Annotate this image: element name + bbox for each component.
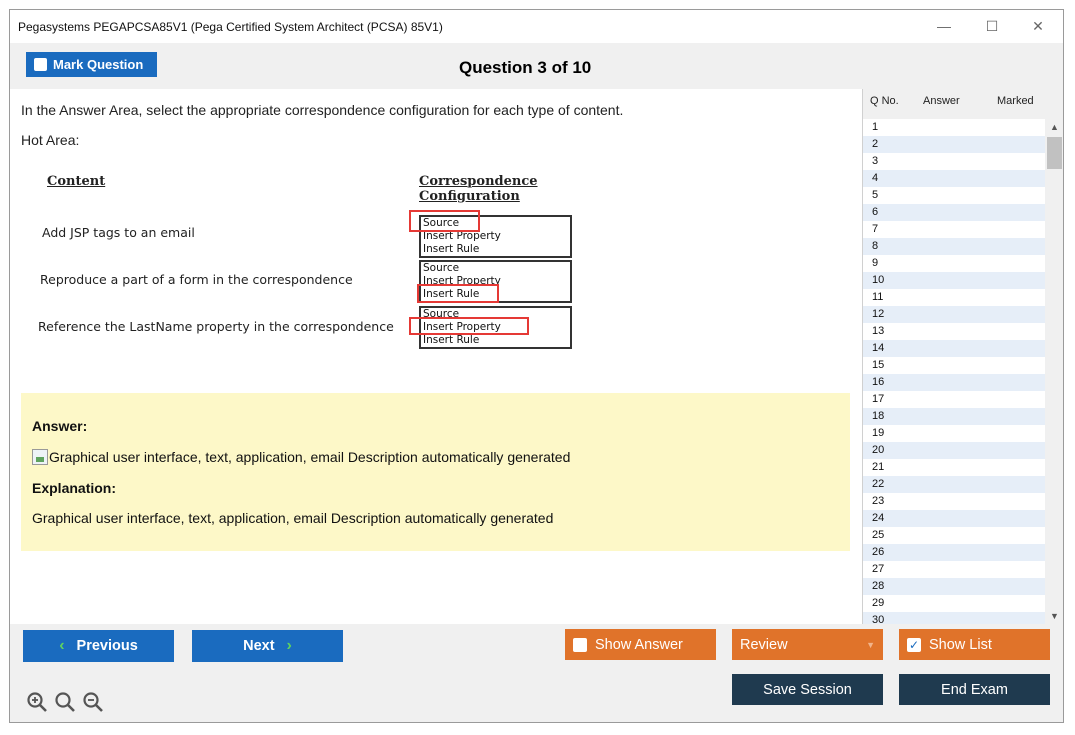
question-list-row[interactable]: 29 [863, 595, 1045, 612]
question-list-row[interactable]: 13 [863, 323, 1045, 340]
question-list-row[interactable]: 3 [863, 153, 1045, 170]
question-list-row[interactable]: 15 [863, 357, 1045, 374]
question-list-row[interactable]: 5 [863, 187, 1045, 204]
explanation-title: Explanation: [32, 480, 117, 496]
save-session-button[interactable]: Save Session [732, 674, 883, 705]
maximize-icon[interactable]: ☐ [985, 18, 999, 34]
scroll-down-icon[interactable]: ▼ [1050, 611, 1059, 621]
chevron-right-icon: › [286, 637, 292, 654]
question-list-row[interactable]: 27 [863, 561, 1045, 578]
previous-label: Previous [76, 638, 138, 654]
question-counter: Question 3 of 10 [459, 58, 592, 77]
next-label: Next [243, 638, 275, 654]
question-list-row[interactable]: 24 [863, 510, 1045, 527]
zoom-reset-icon[interactable] [54, 691, 76, 713]
show-list-button[interactable] [899, 629, 1050, 660]
marked-column-header: Marked [997, 95, 1034, 107]
app-window [9, 9, 1064, 723]
question-list-row[interactable]: 11 [863, 289, 1045, 306]
question-list-row[interactable]: 25 [863, 527, 1045, 544]
list-option[interactable]: Source [423, 217, 460, 229]
title-bar [10, 10, 1063, 43]
hot-area-row-label: Add JSP tags to an email [42, 225, 195, 240]
list-option[interactable]: Source [423, 308, 460, 320]
next-button[interactable] [192, 630, 343, 662]
hot-area-label: Hot Area: [21, 132, 80, 148]
footer-toolbar [10, 624, 1063, 722]
scroll-up-icon[interactable]: ▲ [1050, 122, 1059, 132]
selection-highlight [417, 284, 499, 303]
selection-highlight [409, 210, 480, 232]
list-option[interactable]: Insert Rule [423, 243, 480, 255]
question-list-row[interactable]: 14 [863, 340, 1045, 357]
previous-button[interactable] [23, 630, 174, 662]
question-list-row[interactable]: 10 [863, 272, 1045, 289]
content-column-header: Content [47, 174, 106, 189]
review-dropdown[interactable] [732, 629, 883, 660]
question-list-row[interactable]: 2 [863, 136, 1045, 153]
list-option[interactable]: Insert Rule [423, 288, 480, 300]
question-list-row[interactable]: 12 [863, 306, 1045, 323]
list-option[interactable]: Source [423, 262, 460, 274]
question-list-row[interactable]: 22 [863, 476, 1045, 493]
list-option[interactable]: Insert Property [423, 275, 501, 287]
minimize-icon[interactable]: — [937, 18, 951, 34]
question-list-row[interactable]: 19 [863, 425, 1045, 442]
chevron-left-icon: ‹ [59, 637, 65, 654]
answer-title: Answer: [32, 418, 88, 434]
close-icon[interactable]: ✕ [1032, 18, 1044, 34]
question-list-row[interactable]: 16 [863, 374, 1045, 391]
question-list-header [863, 89, 1063, 117]
config-column-header: Correspondence Configuration [419, 174, 538, 204]
show-answer-button[interactable] [565, 629, 716, 660]
question-list-row[interactable]: 20 [863, 442, 1045, 459]
checkbox-checked-icon: ✓ [908, 637, 920, 652]
scrollbar-thumb[interactable] [1047, 137, 1062, 169]
question-list-row[interactable]: 9 [863, 255, 1045, 272]
end-exam-button[interactable]: End Exam [899, 674, 1050, 705]
list-option[interactable]: Insert Rule [423, 334, 480, 346]
zoom-in-icon[interactable] [26, 691, 48, 713]
answer-panel [21, 393, 850, 551]
question-content [10, 89, 860, 624]
question-list-row[interactable]: 6 [863, 204, 1045, 221]
answer-image [32, 449, 570, 465]
show-answer-label: Show Answer [595, 636, 683, 653]
question-list-row[interactable]: 17 [863, 391, 1045, 408]
mark-question-button[interactable] [26, 52, 157, 77]
question-list[interactable] [863, 119, 1045, 624]
answer-column-header: Answer [923, 95, 960, 107]
show-list-label: Show List [929, 636, 992, 653]
question-list-row[interactable]: 8 [863, 238, 1045, 255]
question-list-row[interactable]: 18 [863, 408, 1045, 425]
review-label: Review [740, 636, 788, 653]
window-title: Pegasystems PEGAPCSA85V1 (Pega Certified System Architect (PCSA) 85V1) [18, 20, 443, 34]
hot-area-row-label: Reference the LastName property in the correspondence [38, 319, 394, 334]
question-header [10, 43, 1063, 89]
answer-image-alt: Graphical user interface, text, application, email Description automatically generated [49, 449, 571, 465]
question-list-row[interactable]: 4 [863, 170, 1045, 187]
checkbox-icon [573, 638, 587, 652]
selection-highlight [409, 317, 529, 335]
hot-area-image [32, 174, 632, 354]
question-list-panel [862, 89, 1063, 624]
explanation-text: Graphical user interface, text, application, email Description automatically generated [32, 510, 554, 526]
list-option[interactable]: Insert Property [423, 230, 501, 242]
question-list-row[interactable]: 30 [863, 612, 1045, 624]
question-list-scrollbar[interactable] [1046, 119, 1063, 624]
hot-area-row-label: Reproduce a part of a form in the correspondence [40, 272, 353, 287]
checkbox-icon [34, 58, 47, 71]
question-text: In the Answer Area, select the appropriate correspondence configuration for each type of content. [21, 102, 624, 118]
chevron-down-icon: ▼ [866, 639, 875, 650]
question-list-row[interactable]: 7 [863, 221, 1045, 238]
list-option[interactable]: Insert Property [423, 321, 501, 333]
question-list-row[interactable]: 28 [863, 578, 1045, 595]
zoom-out-icon[interactable] [82, 691, 104, 713]
question-list-row[interactable]: 23 [863, 493, 1045, 510]
qno-column-header: Q No. [870, 95, 899, 107]
broken-image-icon [32, 449, 48, 465]
question-list-row[interactable]: 21 [863, 459, 1045, 476]
question-list-row[interactable]: 1 [863, 119, 1045, 136]
mark-question-label: Mark Question [53, 57, 144, 72]
question-list-row[interactable]: 26 [863, 544, 1045, 561]
